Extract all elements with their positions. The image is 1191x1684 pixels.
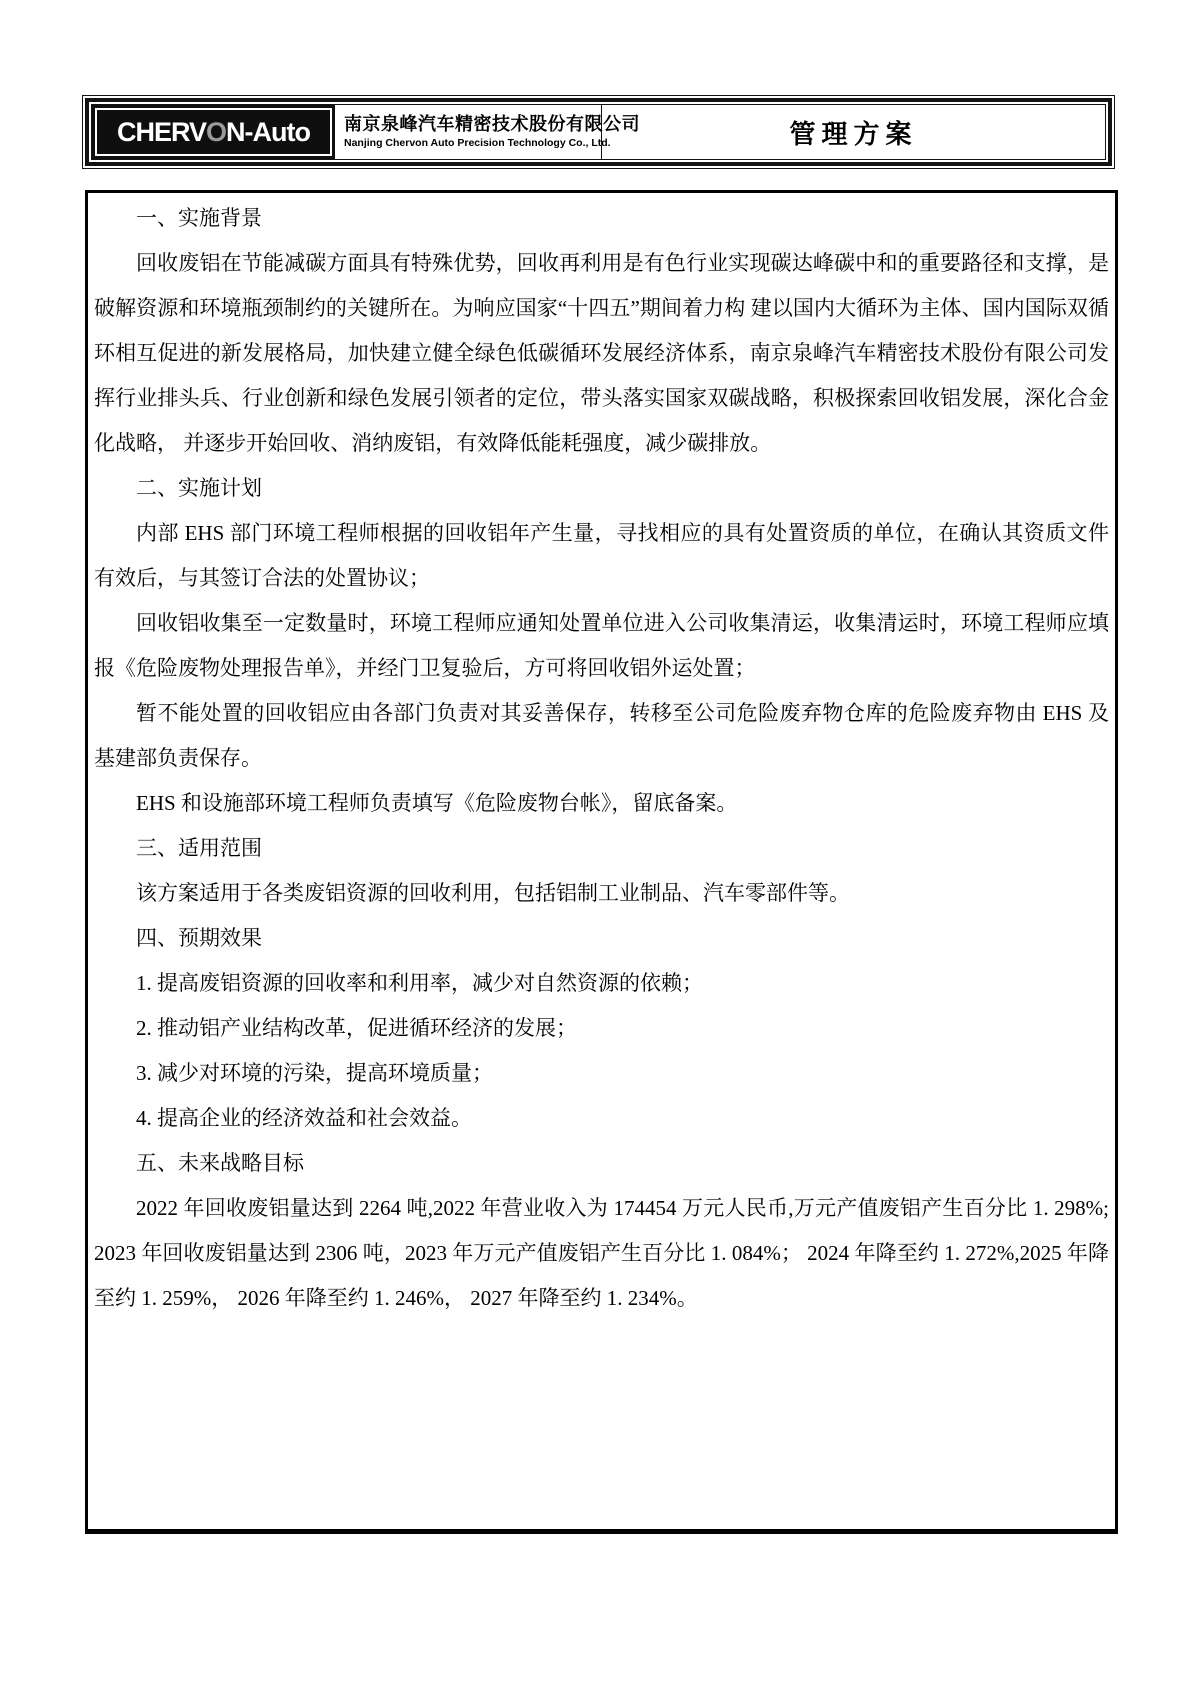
section-5 bbox=[94, 1141, 1109, 1321]
section-4-paragraph-4: 4. 提高企业的经济效益和社会效益。 bbox=[136, 1106, 472, 1130]
company-logo bbox=[92, 105, 335, 159]
company-name-cn: 南京泉峰汽车精密技术股份有限公司 bbox=[344, 114, 640, 135]
document-header bbox=[85, 98, 1112, 166]
section-2-paragraph-1: 内部 EHS 部门环境工程师根据的回收铝年产生量，寻找相应的具有处置资质的单位，在确认其资质文件有效后，与其签订合法的处置协议； bbox=[94, 521, 1109, 590]
section-5-heading: 五、未来战略目标 bbox=[136, 1151, 304, 1175]
section-2-heading: 二、实施计划 bbox=[136, 476, 262, 500]
section-4 bbox=[94, 916, 1109, 1141]
logo-text: CHERVON-Auto bbox=[116, 116, 310, 147]
section-1 bbox=[94, 196, 1109, 466]
section-4-paragraph-1: 1. 提高废铝资源的回收率和利用率，减少对自然资源的依赖； bbox=[136, 971, 703, 995]
section-4-heading: 四、预期效果 bbox=[136, 926, 262, 950]
page-title: 管理方案 bbox=[789, 119, 918, 149]
company-name-block bbox=[335, 105, 640, 159]
section-2-paragraph-4: EHS 和设施部环境工程师负责填写《危险废物台帐》，留底备案。 bbox=[136, 791, 738, 815]
section-4-paragraph-2: 2. 推动铝产业结构改革，促进循环经济的发展； bbox=[136, 1016, 577, 1040]
section-1-heading: 一、实施背景 bbox=[136, 206, 262, 230]
header-table bbox=[91, 104, 1106, 160]
section-1-paragraph-1: 回收废铝在节能减碳方面具有特殊优势，回收再利用是有色行业实现碳达峰碳中和的重要路径和支撑，是破解资源和环境瓶颈制约的关键所在。为响应国家“十四五”期间着力构 建以国内大循环为主体、国内国际双循环相互促进的新发展格局，加快建立健全绿色低碳循环发展经济体系，南京泉峰汽车精密技术股份有限公司发挥行业排头兵、行业创新和绿色发展引领者的定位，带头落实国家双碳战略，积极探索回收铝发展，深化合金化战略， 并逐步开始回收、消纳废铝，有效降低能耗强度，减少碳排放。 bbox=[94, 251, 1109, 455]
company-name-en: Nanjing Chervon Auto Precision Technology Co., Ltd. bbox=[344, 137, 611, 150]
section-3-heading: 三、适用范围 bbox=[136, 836, 262, 860]
logo-o-glyph: O bbox=[206, 116, 227, 147]
section-2-paragraph-2: 回收铝收集至一定数量时，环境工程师应通知处置单位进入公司收集清运，收集清运时，环境工程师应填报《危险废物处理报告单》，并经门卫复验后，方可将回收铝外运处置； bbox=[94, 611, 1109, 680]
section-5-paragraph-1: 2022 年回收废铝量达到 2264 吨,2022 年营业收入为 174454 万元人民币,万元产值废铝产生百分比 1. 298%; 2023 年回收废铝量达到 2306 吨，2023 年万元产值废铝产生百分比 1. 084%； 2024 年降至约 1. 272%,2025 年降至约 1. 259%， 2026 年降至约 1. 246%， 2027 年降至约 1. 234%。 bbox=[94, 1196, 1109, 1310]
section-2 bbox=[94, 466, 1109, 826]
section-4-paragraph-3: 3. 减少对环境的污染，提高环境质量； bbox=[136, 1061, 493, 1085]
section-2-paragraph-3: 暂不能处置的回收铝应由各部门负责对其妥善保存，转移至公司危险废弃物仓库的危险废弃物由 EHS 及基建部负责保存。 bbox=[94, 701, 1109, 770]
logo-frame bbox=[95, 108, 332, 156]
document-content bbox=[85, 190, 1118, 1534]
section-3-paragraph-1: 该方案适用于各类废铝资源的回收利用，包括铝制工业制品、汽车零部件等。 bbox=[136, 881, 850, 905]
section-3 bbox=[94, 826, 1109, 916]
